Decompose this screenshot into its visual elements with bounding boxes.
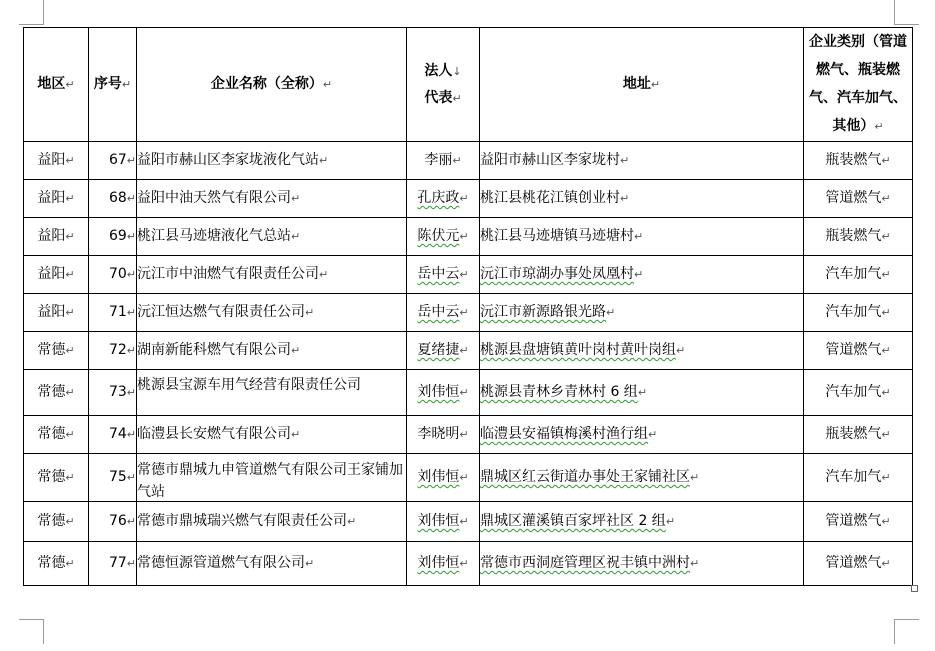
cell-seq-text: 70 [108, 266, 127, 282]
cell-region-text: 益阳 [37, 228, 66, 244]
cell-legal-text: 刘伟恒 [417, 513, 460, 529]
cell-name [137, 218, 407, 256]
cell-region-text: 常德 [37, 426, 66, 442]
cell-end-mark: ↵ [65, 557, 75, 570]
cell-end-mark: ↵ [881, 344, 891, 357]
page-corner-top-right [894, 0, 919, 25]
cell-end-mark: ↵ [65, 230, 75, 243]
cell-end-mark: ↵ [65, 192, 75, 205]
cell-legal [407, 218, 480, 256]
cell-end-mark: ↵ [126, 344, 136, 357]
table-row [24, 542, 913, 586]
cell-address-text: 桃江县马迹塘镇马迹塘村 [480, 228, 634, 244]
cell-region-text: 常德 [37, 469, 66, 485]
cell-category [804, 218, 913, 256]
cell-seq [89, 332, 137, 370]
table-row [24, 218, 913, 256]
cell-end-mark: ↵ [459, 471, 469, 484]
cell-end-mark: ↵ [65, 471, 75, 484]
cell-name-text: 临澧县长安燃气有限公司 [137, 426, 291, 442]
cell-address-text: 常德市西洞庭管理区祝丰镇中洲村 [480, 555, 690, 571]
cell-name-text: 常德恒源管道燃气有限公司 [137, 555, 305, 571]
cell-name-text: 益阳中油天然气有限公司 [137, 190, 291, 206]
cell-end-mark: ↵ [126, 515, 136, 528]
cell-end-mark: ↵ [690, 557, 700, 570]
cell-end-mark: ↵ [881, 428, 891, 441]
table-row [24, 142, 913, 180]
cell-name [137, 542, 407, 586]
cell-end-mark: ↵ [65, 154, 75, 167]
cell-seq-text: 67 [108, 152, 127, 168]
cell-region [24, 218, 89, 256]
table-row [24, 180, 913, 218]
cell-legal-text: 岳中云 [417, 304, 460, 320]
cell-end-mark: ↵ [637, 386, 648, 399]
cell-end-mark: ↵ [65, 268, 75, 281]
cell-region-text: 常德 [37, 513, 66, 529]
cell-legal [407, 370, 480, 416]
cell-end-mark: ↵ [126, 557, 136, 570]
table-row [24, 370, 913, 416]
cell-end-mark: ↵ [459, 557, 469, 570]
cell-category-text: 管道燃气 [825, 342, 882, 358]
cell-address [480, 454, 804, 502]
cell-name [137, 416, 407, 454]
cell-seq-text: 69 [108, 228, 127, 244]
cell-region-text: 常德 [37, 555, 66, 571]
cell-region-text: 常德 [37, 384, 66, 400]
table-row [24, 454, 913, 502]
cell-end-mark: ↵ [126, 268, 136, 281]
cell-end-mark: ↵ [459, 306, 469, 319]
cell-category-text: 管道燃气 [825, 190, 882, 206]
cell-end-mark: ↵ [881, 557, 891, 570]
cell-seq-text: 77 [108, 555, 127, 571]
cell-legal [407, 256, 480, 294]
cell-seq [89, 370, 137, 416]
cell-end-mark: ↵ [881, 386, 891, 399]
cell-category-text: 瓶装燃气 [825, 228, 882, 244]
cell-seq-text: 72 [108, 342, 127, 358]
cell-end-mark: ↵ [65, 428, 75, 441]
cell-end-mark: ↵ [459, 386, 469, 399]
cell-end-mark: ↵ [305, 306, 315, 319]
cell-address-text: 沅江市琼湖办事处凤凰村 [480, 266, 634, 282]
cell-name [137, 332, 407, 370]
cell-address [480, 370, 804, 416]
cell-end-mark: ↵ [620, 154, 630, 167]
page-corner-bottom-left [19, 619, 44, 644]
cell-end-mark: ↵ [305, 557, 315, 570]
cell-end-mark: ↵ [881, 515, 891, 528]
cell-seq [89, 256, 137, 294]
cell-end-mark: ↵ [881, 268, 891, 281]
cell-category-text: 管道燃气 [825, 513, 882, 529]
cell-end-mark: ↵ [459, 515, 469, 528]
cell-address-text: 益阳市赫山区李家垅村 [480, 152, 620, 168]
page-corner-top-left [19, 0, 44, 25]
cell-legal-text: 岳中云 [417, 266, 460, 282]
cell-end-mark: ↵ [459, 428, 469, 441]
header-seq: 序号↵ [89, 28, 137, 142]
enterprise-table [23, 27, 913, 586]
cell-legal [407, 416, 480, 454]
cell-category-text: 瓶装燃气 [825, 152, 882, 168]
cell-end-mark: ↵ [126, 306, 136, 319]
cell-end-mark: ↵ [291, 192, 301, 205]
cell-name-text: 湖南新能科燃气有限公司 [137, 342, 291, 358]
cell-region [24, 370, 89, 416]
cell-category-text: 汽车加气 [825, 469, 882, 485]
cell-region [24, 416, 89, 454]
table-header-row [24, 28, 913, 142]
cell-address [480, 294, 804, 332]
cell-name-text: 沅江恒达燃气有限责任公司 [137, 304, 305, 320]
cell-category [804, 332, 913, 370]
cell-address-text: 桃源县盘塘镇黄叶岗村黄叶岗组 [480, 342, 676, 358]
cell-category [804, 256, 913, 294]
cell-region [24, 332, 89, 370]
cell-address [480, 502, 804, 542]
cell-end-mark: ↵ [648, 428, 658, 441]
cell-category [804, 454, 913, 502]
cell-category [804, 416, 913, 454]
cell-end-mark: ↵ [452, 154, 462, 167]
cell-end-mark: ↵ [881, 192, 891, 205]
cell-region [24, 256, 89, 294]
cell-end-mark: ↵ [347, 515, 357, 528]
cell-end-mark: ↵ [65, 306, 75, 319]
cell-end-mark: ↵ [291, 428, 301, 441]
cell-region-text: 益阳 [37, 266, 66, 282]
cell-end-mark: ↵ [665, 515, 676, 528]
table-row [24, 256, 913, 294]
cell-end-mark: ↵ [319, 268, 329, 281]
cell-seq [89, 180, 137, 218]
cell-end-mark: ↵ [690, 471, 700, 484]
cell-name [137, 142, 407, 180]
cell-legal [407, 502, 480, 542]
cell-category-text: 汽车加气 [825, 266, 882, 282]
cell-region [24, 454, 89, 502]
cell-seq-text: 74 [108, 426, 127, 442]
cell-category-text: 瓶装燃气 [825, 426, 882, 442]
cell-address-text: 桃源县青林乡青林村 6 组 [480, 384, 638, 400]
cell-end-mark: ↵ [459, 230, 469, 243]
cell-category [804, 542, 913, 586]
cell-end-mark: ↵ [881, 154, 891, 167]
header-category: 企业类别（管道燃气、瓶装燃气、汽车加气、其他）↵ [804, 28, 913, 142]
cell-end-mark: ↵ [620, 192, 630, 205]
cell-end-mark: ↵ [881, 230, 891, 243]
cell-address [480, 218, 804, 256]
cell-name [137, 180, 407, 218]
cell-name [137, 256, 407, 294]
cell-legal-text: 夏绪捷 [417, 342, 460, 358]
table-row [24, 502, 913, 542]
cell-seq-text: 76 [108, 513, 127, 529]
cell-legal [407, 332, 480, 370]
cell-end-mark: ↵ [126, 230, 136, 243]
cell-end-mark: ↵ [676, 344, 686, 357]
cell-address [480, 180, 804, 218]
cell-name-text: 沅江市中油燃气有限责任公司 [137, 266, 319, 282]
cell-name-text: 桃源县宝源车用气经营有限责任公司 [137, 376, 361, 393]
cell-address [480, 416, 804, 454]
cell-seq [89, 142, 137, 180]
cell-end-mark: ↵ [126, 154, 136, 167]
cell-seq [89, 542, 137, 586]
cell-end-mark: ↵ [459, 344, 469, 357]
cell-address [480, 256, 804, 294]
cell-region [24, 542, 89, 586]
cell-address-text: 沅江市新源路银光路 [480, 304, 606, 320]
cell-seq-text: 71 [108, 304, 127, 320]
cell-name [137, 502, 407, 542]
cell-seq-text: 73 [108, 384, 127, 400]
header-region: 地区↵ [24, 28, 89, 142]
cell-name-text: 常德市鼎城瑞兴燃气有限责任公司 [137, 513, 347, 529]
cell-end-mark: ↵ [634, 268, 644, 281]
cell-region [24, 142, 89, 180]
cell-name-text: 益阳市赫山区李家垅液化气站 [137, 152, 319, 168]
cell-end-mark: ↵ [126, 386, 136, 399]
cell-end-mark: ↵ [291, 230, 301, 243]
cell-category [804, 502, 913, 542]
cell-name [137, 370, 407, 416]
cell-seq [89, 294, 137, 332]
cell-end-mark: ↵ [634, 230, 644, 243]
cell-legal [407, 142, 480, 180]
cell-category-text: 汽车加气 [825, 304, 882, 320]
header-name: 企业名称（全称）↵ [137, 28, 407, 142]
cell-end-mark: ↵ [126, 428, 136, 441]
table-row [24, 332, 913, 370]
cell-category-text: 管道燃气 [825, 555, 882, 571]
cell-end-mark: ↵ [319, 154, 329, 167]
cell-category-text: 汽车加气 [825, 384, 882, 400]
cell-legal [407, 542, 480, 586]
cell-seq [89, 416, 137, 454]
cell-end-mark: ↵ [881, 306, 891, 319]
cell-region [24, 502, 89, 542]
cell-end-mark: ↵ [291, 344, 301, 357]
cell-end-mark: ↵ [65, 386, 75, 399]
cell-end-mark: ↵ [881, 471, 891, 484]
header-address: 地址↵ [480, 28, 804, 142]
cell-legal-text: 孔庆政 [417, 190, 460, 206]
cell-name-text: 桃江县马迹塘液化气总站 [137, 228, 291, 244]
cell-address [480, 542, 804, 586]
cell-address-text: 桃江县桃花江镇创业村 [480, 190, 620, 206]
cell-end-mark: ↵ [126, 192, 136, 205]
cell-category [804, 294, 913, 332]
cell-address-text: 临澧县安福镇梅溪村渔行组 [480, 426, 648, 442]
header-legal: 法人↓ 代表↵ [407, 28, 480, 142]
table-row [24, 416, 913, 454]
cell-legal-text: 李丽 [424, 152, 453, 168]
cell-category [804, 370, 913, 416]
cell-legal [407, 294, 480, 332]
cell-region [24, 180, 89, 218]
cell-region-text: 益阳 [37, 304, 66, 320]
cell-end-mark: ↵ [459, 192, 469, 205]
cell-name [137, 454, 407, 502]
cell-address-text: 鼎城区灌溪镇百家坪社区 2 组 [480, 513, 666, 529]
cell-legal-text: 陈伏元 [417, 228, 460, 244]
cell-end-mark: ↵ [606, 306, 616, 319]
cell-name-text: 常德市鼎城九申管道燃气有限公司王家铺加气站 [137, 461, 403, 499]
cell-end-mark: ↵ [65, 344, 75, 357]
cell-region [24, 294, 89, 332]
cell-seq [89, 454, 137, 502]
cell-legal [407, 454, 480, 502]
cell-category [804, 180, 913, 218]
cell-legal-text: 刘伟恒 [417, 469, 460, 485]
cell-region-text: 益阳 [37, 190, 66, 206]
cell-address [480, 142, 804, 180]
cell-name [137, 294, 407, 332]
cell-legal-text: 刘伟恒 [417, 555, 460, 571]
cell-region-text: 益阳 [37, 152, 66, 168]
page-corner-bottom-right [894, 619, 919, 644]
cell-seq-text: 75 [108, 469, 127, 485]
cell-seq-text: 68 [108, 190, 127, 206]
cell-legal [407, 180, 480, 218]
cell-end-mark: ↵ [65, 515, 75, 528]
table-end-mark [911, 585, 918, 592]
cell-legal-text: 李晓明 [417, 426, 460, 442]
cell-seq [89, 502, 137, 542]
cell-seq [89, 218, 137, 256]
cell-category [804, 142, 913, 180]
cell-address [480, 332, 804, 370]
cell-legal-text: 刘伟恒 [417, 384, 460, 400]
cell-end-mark: ↵ [126, 471, 136, 484]
table-row [24, 294, 913, 332]
cell-address-text: 鼎城区红云街道办事处王家铺社区 [480, 469, 690, 485]
cell-region-text: 常德 [37, 342, 66, 358]
cell-end-mark: ↵ [459, 268, 469, 281]
